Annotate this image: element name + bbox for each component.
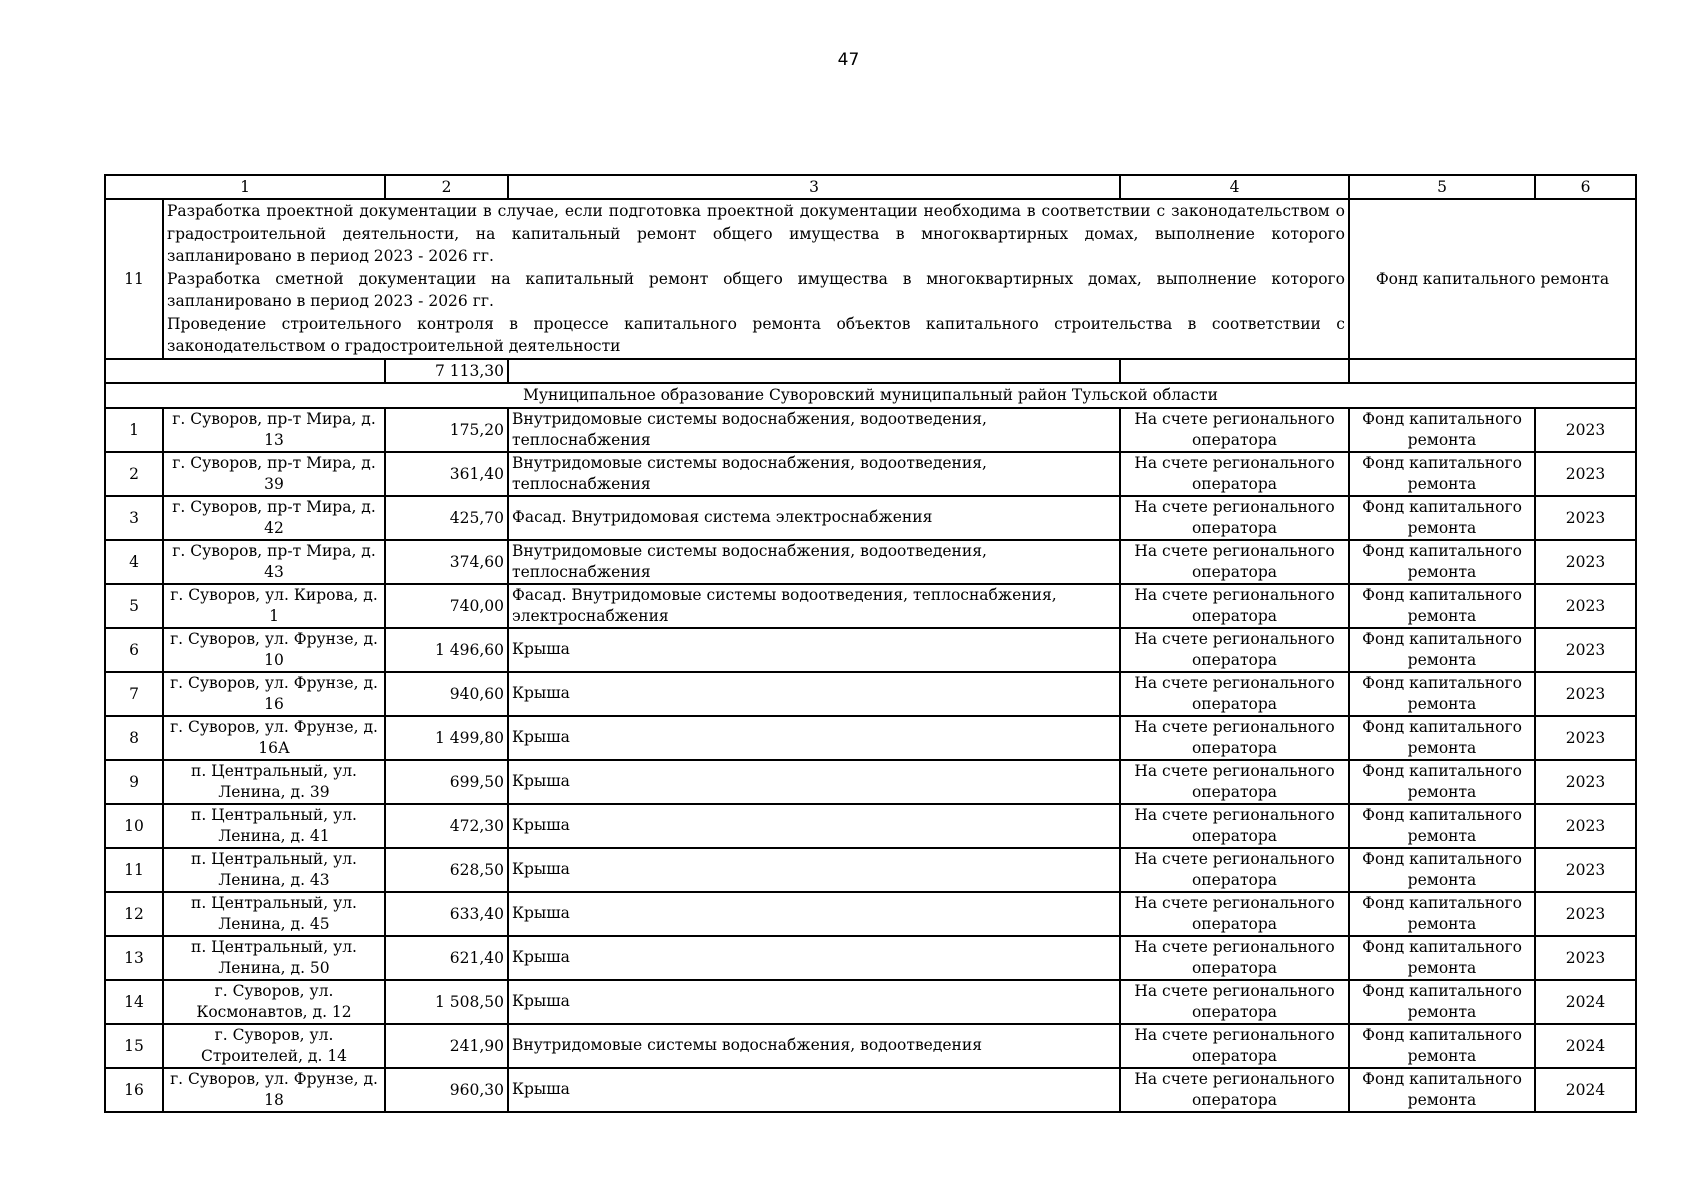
funding-source-cell: Фонд капитального ремонта [1349,1024,1535,1068]
capital-repair-table [104,174,1637,1113]
section-title: Муниципальное образование Суворовский муниципальный район Тульской области [105,383,1636,408]
column-header-1: 1 [105,175,385,199]
work-type-cell: Крыша [508,804,1120,848]
row-11-design-works [105,199,1636,359]
total-empty-3 [508,359,1120,383]
account-cell: На счете регионального оператора [1120,1024,1349,1068]
year-cell: 2023 [1535,936,1636,980]
year-cell: 2023 [1535,892,1636,936]
column-number-header-row [105,175,1636,199]
address-cell: п. Центральный, ул. Ленина, д. 39 [163,760,385,804]
year-cell: 2023 [1535,672,1636,716]
work-type-cell: Крыша [508,760,1120,804]
work-type-cell: Крыша [508,716,1120,760]
work-type-cell: Фасад. Внутридомовые системы водоотведения, теплоснабжения, электроснабжения [508,584,1120,628]
table-row [105,936,1636,980]
row-number: 15 [105,1024,163,1068]
column-header-6: 6 [1535,175,1636,199]
funding-source-cell: Фонд капитального ремонта [1349,892,1535,936]
row-number: 6 [105,628,163,672]
funding-source-cell: Фонд капитального ремонта [1349,980,1535,1024]
total-label-cell [105,359,385,383]
work-type-cell: Крыша [508,1068,1120,1112]
account-cell: На счете регионального оператора [1120,452,1349,496]
address-cell: п. Центральный, ул. Ленина, д. 41 [163,804,385,848]
funding-source-cell: Фонд капитального ремонта [1349,1068,1535,1112]
amount-cell: 621,40 [385,936,508,980]
account-cell: На счете регионального оператора [1120,848,1349,892]
account-cell: На счете регионального оператора [1120,540,1349,584]
table-row [105,980,1636,1024]
account-cell: На счете регионального оператора [1120,892,1349,936]
year-cell: 2023 [1535,540,1636,584]
table-row [105,540,1636,584]
account-cell: На счете регионального оператора [1120,628,1349,672]
table-row [105,628,1636,672]
table-row [105,1024,1636,1068]
address-cell: г. Суворов, пр-т Мира, д. 13 [163,408,385,452]
address-cell: г. Суворов, ул. Фрунзе, д. 10 [163,628,385,672]
funding-source-cell: Фонд капитального ремонта [1349,936,1535,980]
row-number: 10 [105,804,163,848]
account-cell: На счете регионального оператора [1120,584,1349,628]
funding-source-cell: Фонд капитального ремонта [1349,804,1535,848]
account-cell: На счете регионального оператора [1120,716,1349,760]
work-type-cell: Крыша [508,980,1120,1024]
amount-cell: 374,60 [385,540,508,584]
column-header-3: 3 [508,175,1120,199]
total-empty-4 [1120,359,1349,383]
address-cell: п. Центральный, ул. Ленина, д. 50 [163,936,385,980]
total-empty-5 [1349,359,1636,383]
column-header-5: 5 [1349,175,1535,199]
row-11-paragraph-1: Разработка проектной документации в случае, если подготовка проектной документации необходима в соответствии с законодательством о градостроительной деятельности, на капитальный ремонт общего имущества в многоквартирных домах, выполнение которого запланировано в период 2023 - 2026 гг. [167,202,1345,265]
funding-source-cell: Фонд капитального ремонта [1349,452,1535,496]
year-cell: 2023 [1535,408,1636,452]
amount-cell: 633,40 [385,892,508,936]
work-type-cell: Внутридомовые системы водоснабжения, водоотведения [508,1024,1120,1068]
amount-cell: 1 496,60 [385,628,508,672]
table-row [105,408,1636,452]
amount-cell: 628,50 [385,848,508,892]
row-number: 7 [105,672,163,716]
address-cell: г. Суворов, ул. Фрунзе, д. 16А [163,716,385,760]
funding-source-cell: Фонд капитального ремонта [1349,408,1535,452]
table-row [105,452,1636,496]
account-cell: На счете регионального оператора [1120,760,1349,804]
amount-cell: 175,20 [385,408,508,452]
row-11-funding-source: Фонд капитального ремонта [1349,199,1636,359]
funding-source-cell: Фонд капитального ремонта [1349,540,1535,584]
work-type-cell: Крыша [508,848,1120,892]
work-type-cell: Крыша [508,628,1120,672]
funding-source-cell: Фонд капитального ремонта [1349,628,1535,672]
work-type-cell: Крыша [508,672,1120,716]
account-cell: На счете регионального оператора [1120,804,1349,848]
address-cell: г. Суворов, пр-т Мира, д. 43 [163,540,385,584]
row-number: 1 [105,408,163,452]
address-cell: п. Центральный, ул. Ленина, д. 45 [163,892,385,936]
amount-cell: 940,60 [385,672,508,716]
address-cell: г. Суворов, ул. Фрунзе, д. 16 [163,672,385,716]
year-cell: 2023 [1535,584,1636,628]
amount-cell: 1 508,50 [385,980,508,1024]
account-cell: На счете регионального оператора [1120,936,1349,980]
table-row [105,716,1636,760]
amount-cell: 425,70 [385,496,508,540]
year-cell: 2024 [1535,1068,1636,1112]
address-cell: г. Суворов, пр-т Мира, д. 42 [163,496,385,540]
table-row [105,804,1636,848]
row-number: 3 [105,496,163,540]
amount-cell: 960,30 [385,1068,508,1112]
table-row [105,892,1636,936]
row-number: 14 [105,980,163,1024]
year-cell: 2023 [1535,848,1636,892]
address-cell: г. Суворов, ул. Кирова, д. 1 [163,584,385,628]
table-body [105,175,1636,1112]
funding-source-cell: Фонд капитального ремонта [1349,584,1535,628]
year-cell: 2023 [1535,760,1636,804]
table-row [105,672,1636,716]
row-11-paragraph-2: Разработка сметной документации на капитальный ремонт общего имущества в многоквартирных домах, выполнение которого запланировано в период 2023 - 2026 гг. [167,269,1345,310]
column-header-4: 4 [1120,175,1349,199]
row-number: 12 [105,892,163,936]
table-row [105,760,1636,804]
account-cell: На счете регионального оператора [1120,408,1349,452]
section-header-row [105,383,1636,408]
table-row [105,496,1636,540]
year-cell: 2023 [1535,452,1636,496]
account-cell: На счете регионального оператора [1120,980,1349,1024]
amount-cell: 361,40 [385,452,508,496]
funding-source-cell: Фонд капитального ремонта [1349,672,1535,716]
work-type-cell: Внутридомовые системы водоснабжения, водоотведения, теплоснабжения [508,408,1120,452]
funding-source-cell: Фонд капитального ремонта [1349,716,1535,760]
year-cell: 2023 [1535,804,1636,848]
work-type-cell: Крыша [508,892,1120,936]
total-row [105,359,1636,383]
row-number: 9 [105,760,163,804]
row-number: 13 [105,936,163,980]
amount-cell: 241,90 [385,1024,508,1068]
address-cell: г. Суворов, ул. Строителей, д. 14 [163,1024,385,1068]
address-cell: г. Суворов, пр-т Мира, д. 39 [163,452,385,496]
row-number: 11 [105,848,163,892]
row-11-paragraph-3: Проведение строительного контроля в процессе капитального ремонта объектов капитального строительства в соответствии с законодательством о градостроительной деятельности [167,314,1345,355]
work-type-cell: Внутридомовые системы водоснабжения, водоотведения, теплоснабжения [508,452,1120,496]
row-number: 2 [105,452,163,496]
total-amount: 7 113,30 [385,359,508,383]
work-type-cell: Внутридомовые системы водоснабжения, водоотведения, теплоснабжения [508,540,1120,584]
column-header-2: 2 [385,175,508,199]
table-row [105,848,1636,892]
row-number: 16 [105,1068,163,1112]
address-cell: п. Центральный, ул. Ленина, д. 43 [163,848,385,892]
account-cell: На счете регионального оператора [1120,1068,1349,1112]
amount-cell: 699,50 [385,760,508,804]
year-cell: 2023 [1535,496,1636,540]
table-row [105,1068,1636,1112]
year-cell: 2023 [1535,628,1636,672]
year-cell: 2023 [1535,716,1636,760]
year-cell: 2024 [1535,980,1636,1024]
address-cell: г. Суворов, ул. Космонавтов, д. 12 [163,980,385,1024]
table-row [105,584,1636,628]
address-cell: г. Суворов, ул. Фрунзе, д. 18 [163,1068,385,1112]
account-cell: На счете регионального оператора [1120,496,1349,540]
row-number: 4 [105,540,163,584]
work-type-cell: Фасад. Внутридомовая система электроснабжения [508,496,1120,540]
page-number: 47 [837,50,860,70]
account-cell: На счете регионального оператора [1120,672,1349,716]
row-number: 8 [105,716,163,760]
funding-source-cell: Фонд капитального ремонта [1349,760,1535,804]
funding-source-cell: Фонд капитального ремонта [1349,496,1535,540]
amount-cell: 472,30 [385,804,508,848]
funding-source-cell: Фонд капитального ремонта [1349,848,1535,892]
amount-cell: 740,00 [385,584,508,628]
year-cell: 2024 [1535,1024,1636,1068]
row-number: 5 [105,584,163,628]
row-11-number: 11 [105,199,163,359]
row-11-description [163,199,1349,359]
amount-cell: 1 499,80 [385,716,508,760]
work-type-cell: Крыша [508,936,1120,980]
